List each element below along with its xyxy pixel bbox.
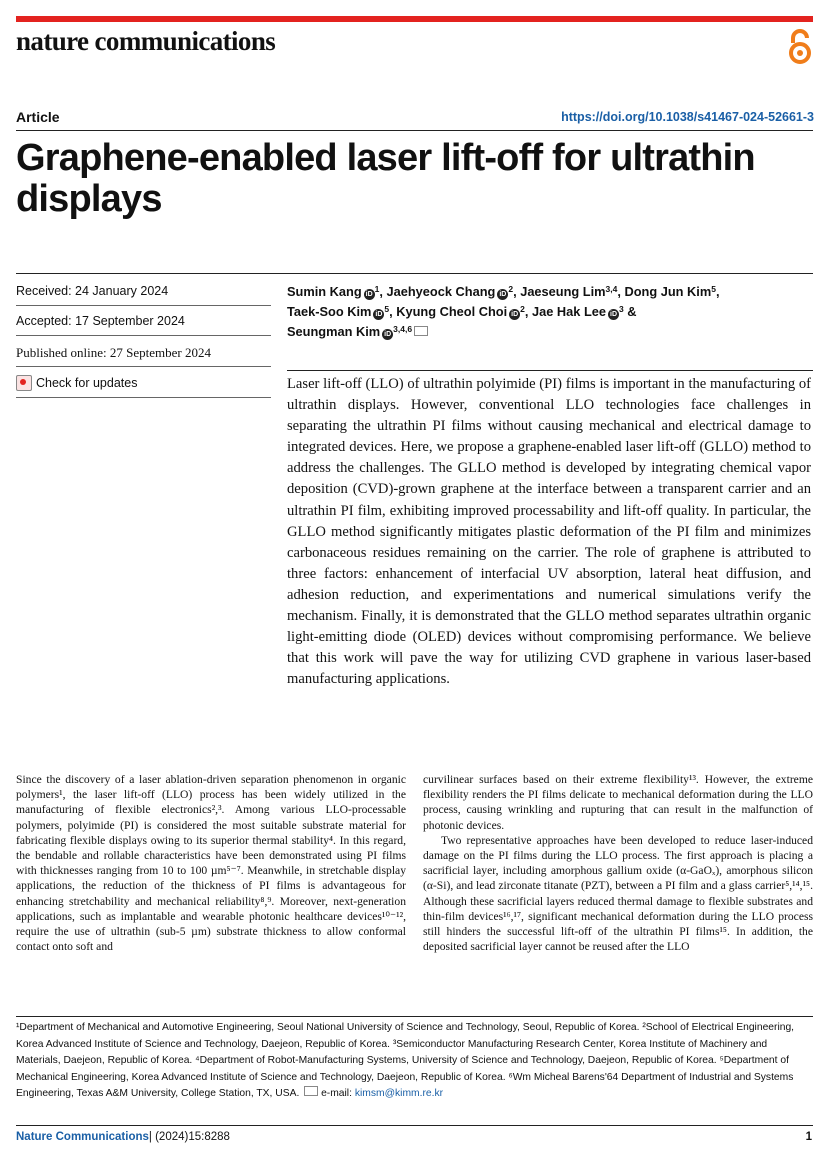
article-type: Article [16,109,60,125]
top-accent-bar [16,16,813,22]
check-updates-label: Check for updates [36,376,138,390]
body-paragraph: Two representative approaches have been developed to reduce laser-induced damage on the PI films during the LLO process. The first approach is placing a sacrificial layer, including amorphous gallium oxide (α-GaOₓ), amorphous silicon (α-Si), and lead zirconate titanate (PZT), between a PI film and a glass carrier⁵,¹⁴,¹⁵. Although these sacrificial layers reduced thermal damage to flexible substrates and thin-film devices¹⁶,¹⁷, significant mechanical deformation during the LLO process still hinders the successful lift-off of the ultrathin PI films¹⁵. In addition, the deposited sacrificial layer cannot be reused after the LLO [423,833,813,954]
divider [16,1125,813,1126]
email-link[interactable]: kimsm@kimm.re.kr [354,1088,444,1100]
journal-name: nature communications [16,26,276,56]
page-number: 1 [805,1131,812,1143]
body-paragraph: curvilinear surfaces based on their extreme flexibility¹³. However, the extreme flexibility renders the PI films delicate to mechanical deformation during the LLO process, causing wrinkling and rupturing that can result in the malfunction of photonic devices. [423,773,813,832]
article-title: Graphene-enabled laser lift-off for ultrathin displays [16,137,755,220]
footer-journal: Nature Communications [16,1131,149,1143]
accepted-date: Accepted: 17 September 2024 [16,314,185,328]
divider [16,130,813,131]
author: Taek-Soo Kim [287,304,372,319]
divider [16,366,271,367]
footer-citation [16,1131,230,1143]
divider [16,397,271,398]
abstract: Laser lift-off (LLO) of ultrathin polyimide (PI) films is important in the manufacturing of ultrathin displays. However, conventional LLO technologies face challenges in separating the ultrathin PI films without causing mechanical and electrical damage to integrated devices. Here, we propose a graphene-enabled laser lift-off (GLLO) method to address the challenges. The GLLO method is developed by integrating chemical vapor deposition (CVD)-grown graphene at the interface between a transparent carrier and an ultrathin PI film, exhibiting improved processability and lift-off quality. In particular, the GLLO method significantly mitigates plastic deformation of the PI film and minimizes carbonaceous residues remaining on the carrier. The role of graphene is attributed to three factors: enhancement of interfacial UV absorption, lateral heat diffusion, and adhesion reduction, and experimentations and numerical simulations verify the mechanism. Finally, it is demonstrated that the GLLO method separates ultrathin organic light-emitting diode (OLED) devices without compromising performance. We believe that this work will pave the way for utilizing CVD graphene in various laser-based manufacturing applications. [287,376,811,688]
author: Kyung Cheol Choi [396,304,508,319]
divider [287,370,813,371]
author: Dong Jun Kim [624,284,712,299]
author: Jaehyeock Chang [386,284,496,299]
orcid-icon[interactable]: iD [610,311,618,318]
body-column-left [16,772,406,954]
published-date: Published online: 27 September 2024 [16,345,211,360]
received-date: Received: 24 January 2024 [16,284,169,298]
mail-icon [304,1086,318,1096]
author: Sumin Kang [287,284,362,299]
divider [16,305,271,306]
footer-volume: | (2024)15:8288 [148,1131,230,1143]
mail-icon[interactable] [414,326,428,336]
orcid-icon[interactable]: iD [499,291,507,298]
orcid-icon[interactable]: iD [365,291,373,298]
orcid-icon[interactable]: iD [375,311,383,318]
divider [16,1016,813,1017]
divider [16,273,813,274]
author: Seungman Kim [287,324,381,339]
open-access-icon [786,28,814,66]
orcid-icon[interactable]: iD [384,331,392,338]
body-paragraph: Since the discovery of a laser ablation-driven separation phenomenon in organic polymers¹, the laser lift-off (LLO) process has been widely utilized in the manufacturing of flexible electronics²,³. Among various LLO-processable polymers, polyimide (PI) is considered the most suitable substrate material for fabricating flexible displays owing to its superior thermal stability⁴. In this regard, the bendable and rollable characteristics have been demonstrated using PI films with thicknesses ranging from 10 to 100 µm⁵⁻⁷. Meanwhile, in stretchable display applications, the reduction of the thickness of PI films is advantageous for enhancing stretchability and mechanical reliability⁸,⁹. Moreover, next-generation applications, such as implantable and wearable photonic healthcare devices¹⁰⁻¹², require the use of ultrathin (sub-5 µm) substrate thickness to allow conformal contact onto soft and [16,773,406,954]
check-updates-icon [16,375,32,391]
body-column-right [423,772,813,954]
orcid-icon[interactable]: iD [511,311,519,318]
affiliations: ¹Department of Mechanical and Automotive Engineering, Seoul National University of Science and Technology, Seoul, Republic of Korea. ²School of Electrical Engineering, Korea Advanced Institute of Science and Technology, Daejeon, Republic of Korea. ³Semiconductor Manufacturing Research Center, Korea Institute of Machinery and Materials, Daejeon, Republic of Korea. ⁴Department of Robot-Manufacturing Systems, University of Science and Technology, Daejeon, Republic of Korea. ⁵Department of Mechanical Engineering, Korea Advanced Institute of Science and Technology, Daejeon, Republic of Korea. ⁶Wm Micheal Barens'64 Department of Industrial and Systems Engineering, Texas A&M University, College Station, TX, USA. e-mail: kimsm@kimm.re.kr [16,1022,795,1100]
author-list: Sumin Kang $iD^1$, Jaehyeock Chang $iD^2$, Jaeseung Lim$^{3,4}$, Dong Jun Kim$^5$, Taek-Soo Kim $iD^5$, Kyung Cheol Choi $iD^2$, Jae Hak Lee $iD^3$ & Seungman Kim iD$^{3,4,6}$ [287,284,720,339]
author: Jaeseung Lim [520,284,606,299]
divider [16,335,271,336]
check-updates-link[interactable] [16,375,271,391]
author: Jae Hak Lee [532,304,607,319]
doi-link[interactable]: https://doi.org/10.1038/s41467-024-52661-3 [561,110,814,124]
